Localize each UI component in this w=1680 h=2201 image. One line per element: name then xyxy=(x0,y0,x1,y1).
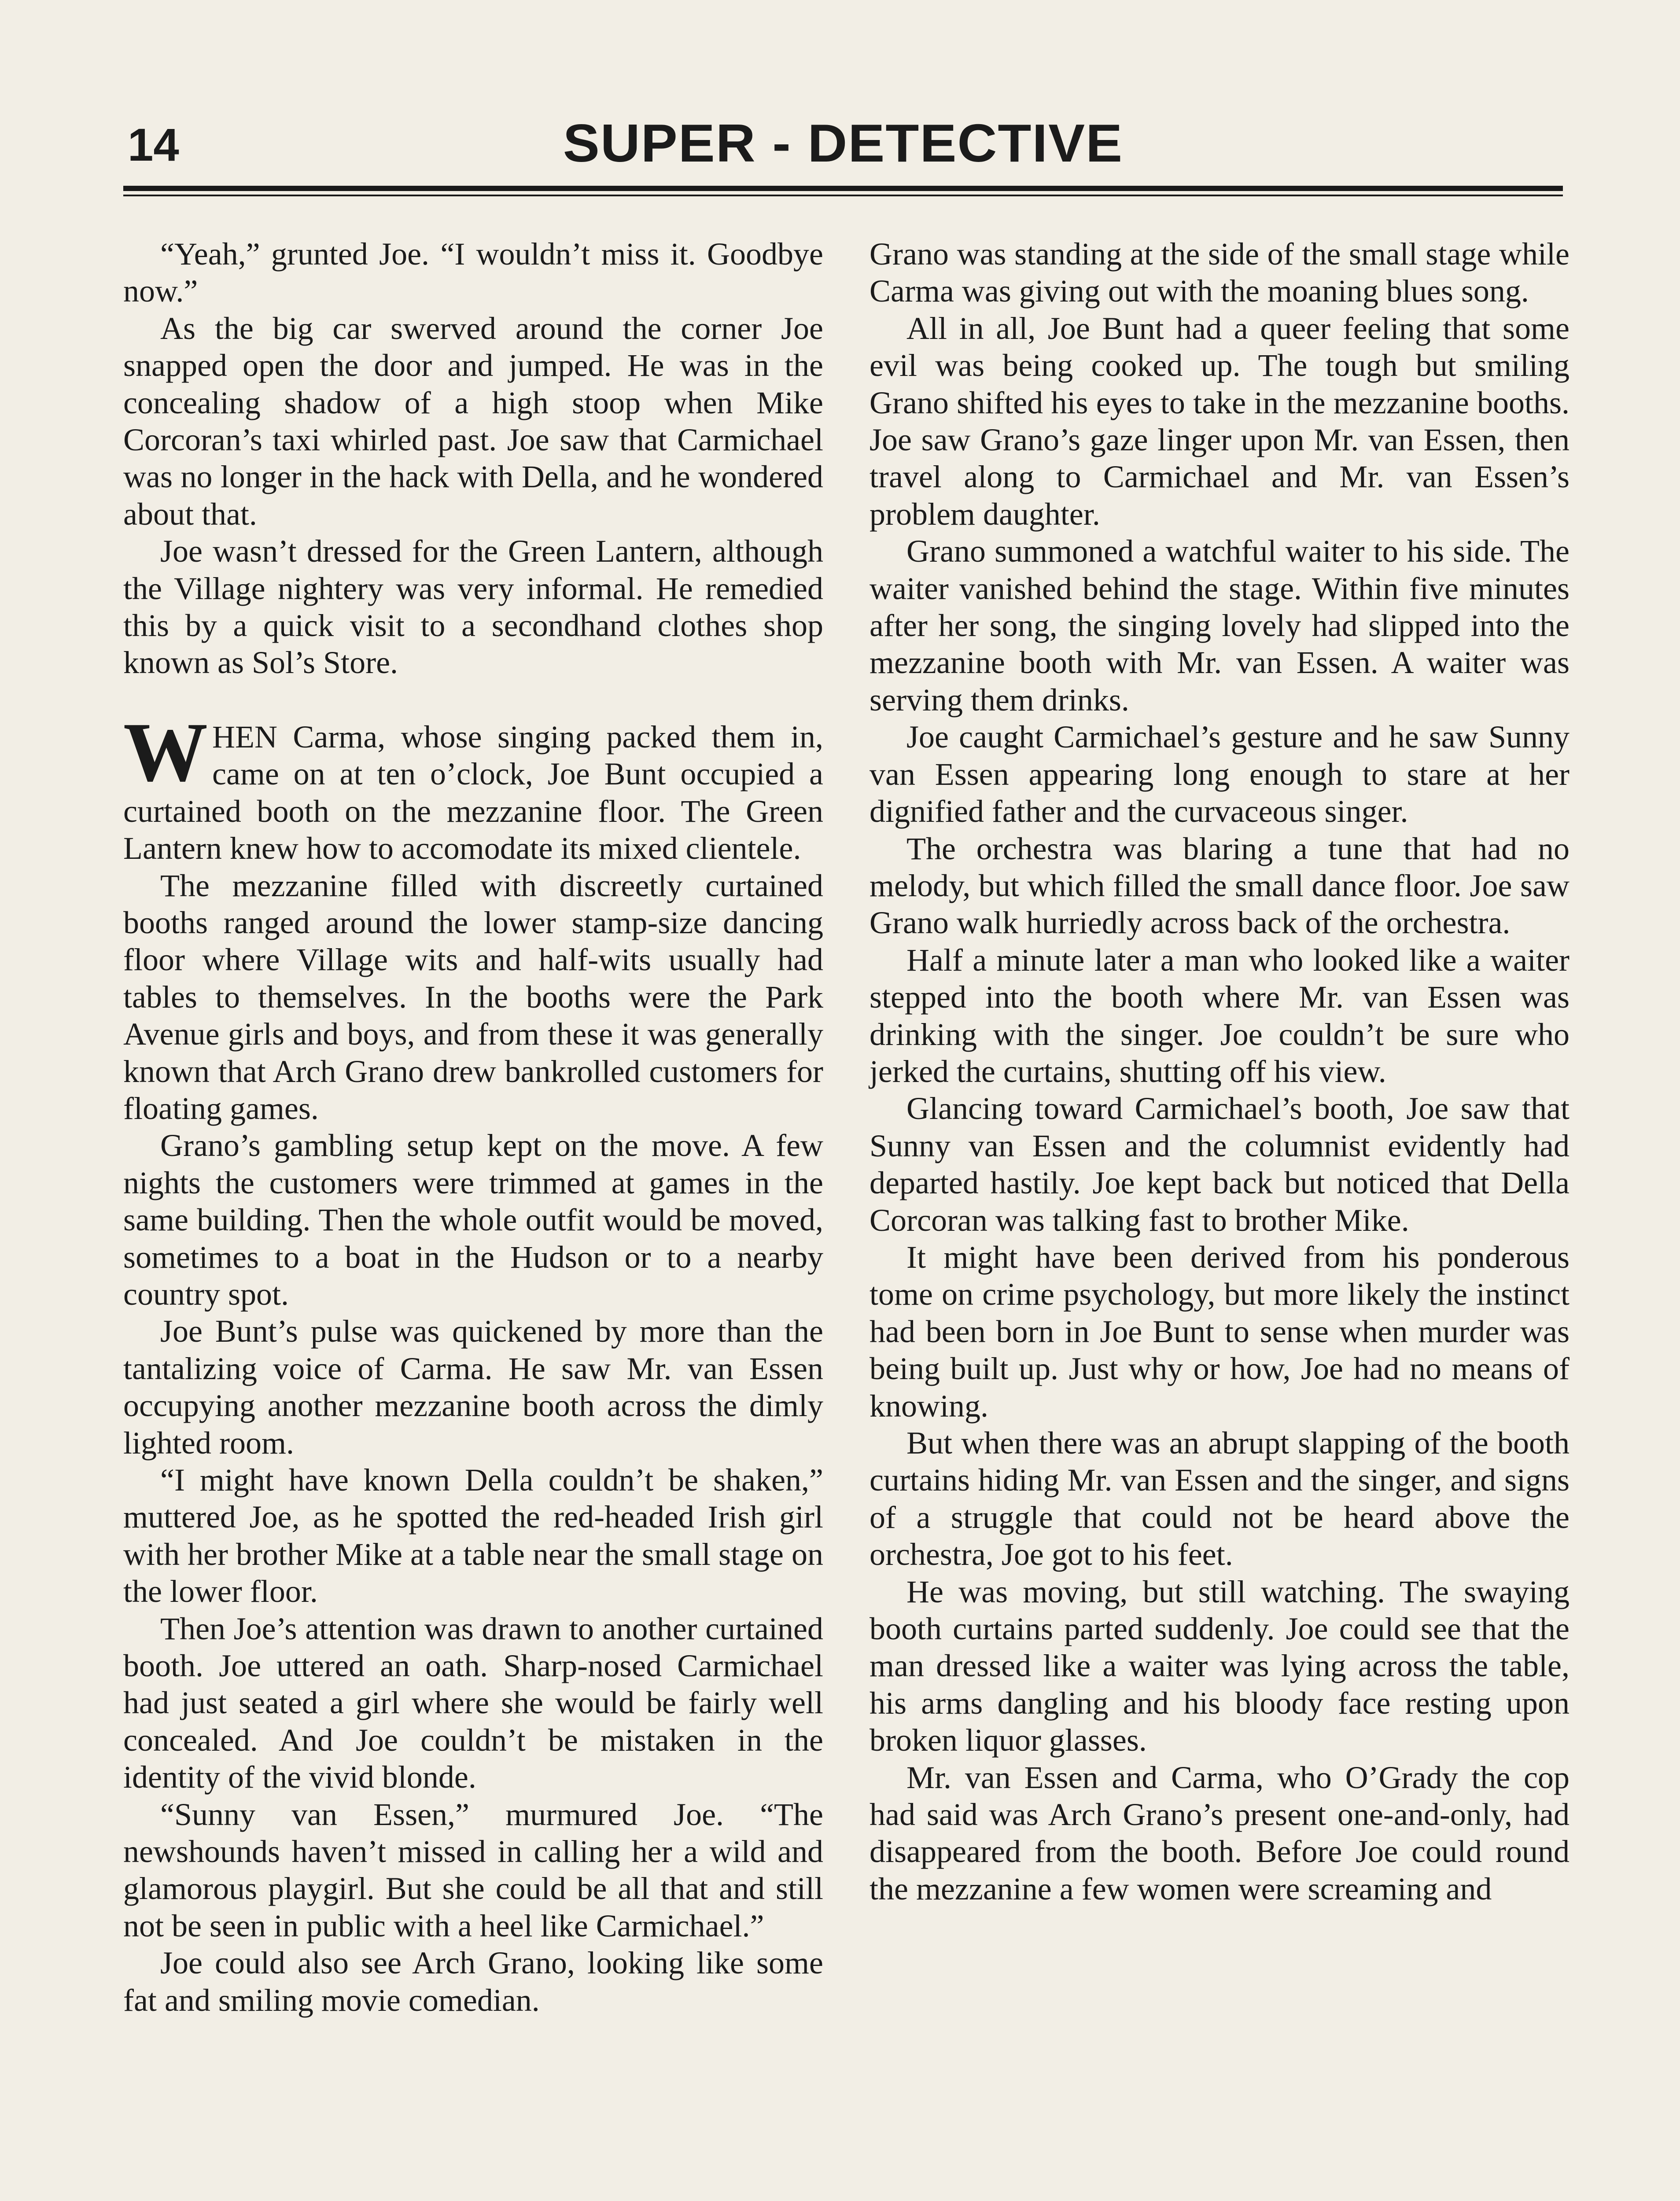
paragraph: Half a minute later a man who looked like a waiter stepped into the booth where Mr. van Essen was drinking with the singer. Joe couldn’t be sure who jerked the curtains, shutting off his view. xyxy=(869,942,1569,1089)
paragraph: Joe could also see Arch Grano, looking like some fat and smiling movie comedian. xyxy=(123,1945,823,2018)
magazine-title: SUPER - DETECTIVE xyxy=(563,113,1124,173)
section-start-text: HEN Carma, whose singing packed them in, came on at ten o’clock, Joe Bunt occupied a curtained booth on the mezzanine floor. The Green Lantern knew how to accomodate its mixed clientele. xyxy=(123,719,823,866)
paragraph: Grano’s gambling setup kept on the move. A few nights the customers were trimmed at games in the same building. Then the whole outfit would be moved, sometimes to a boat in the Hudson or to a nearby country spot. xyxy=(123,1128,823,1312)
paragraph: Glancing toward Carmichael’s booth, Joe saw that Sunny van Essen and the columnist evidently had departed hastily. Joe kept back but noticed that Della Corcoran was talking fast to brother Mike. xyxy=(869,1091,1569,1238)
paragraph: The mezzanine filled with discreetly curtained booths ranged around the lower stamp-size dancing floor where Village wits and half-wits usually had tables to themselves. In the booths were the Park Avenue girls and boys, and from these it was generally known that Arch Grano drew bankrolled customers for floating games. xyxy=(123,868,823,1126)
paragraph: “I might have known Della couldn’t be shaken,” muttered Joe, as he spotted the red-headed Irish girl with her brother Mike at a table near the small stage on the lower floor. xyxy=(123,1462,823,1609)
paragraph: It might have been derived from his ponderous tome on crime psychology, but more likely the instinct had been born in Joe Bunt to sense when murder was being built up. Just why or how, Joe had no means of knowing. xyxy=(869,1239,1569,1424)
paragraph: As the big car swerved around the corner Joe snapped open the door and jumped. He was in the concealing shadow of a high stoop when Mike Corcoran’s taxi whirled past. Joe saw that Carmichael was no longer in the hack with Della, and he wondered about that. xyxy=(123,310,823,532)
paragraph: Mr. van Essen and Carma, who O’Grady the cop had said was Arch Grano’s present one-and-only, had disappeared from the booth. Before Joe could round the mezzanine a few women were screaming and xyxy=(869,1759,1569,1907)
paragraph: Grano summoned a watchful waiter to his side. The waiter vanished behind the stage. Within five minutes after her song, the singing lovely had slipped into the mezzanine booth with Mr. van Essen. A waiter was serving them drinks. xyxy=(869,534,1569,718)
right-text-column xyxy=(869,236,1569,1907)
paragraph: All in all, Joe Bunt had a queer feeling that some evil was being cooked up. The tough but smiling Grano shifted his eyes to take in the mezzanine booths. Joe saw Grano’s gaze linger upon Mr. van Essen, then travel along to Carmichael and Mr. van Essen’s problem daughter. xyxy=(869,310,1569,532)
paragraph: Grano was standing at the side of the small stage while Carma was giving out with the moaning blues song. xyxy=(869,236,1569,309)
paragraph: But when there was an abrupt slapping of the booth curtains hiding Mr. van Essen and the singer, and signs of a struggle that could not be heard above the orchestra, Joe got to his feet. xyxy=(869,1425,1569,1572)
header-rule-thin xyxy=(123,195,1563,196)
page-number: 14 xyxy=(128,119,179,171)
page-header xyxy=(123,110,1563,194)
paragraph: The orchestra was blaring a tune that had no melody, but which filled the small dance floor. Joe saw Grano walk hurriedly across back of the orchestra. xyxy=(869,831,1569,941)
paragraph: “Sunny van Essen,” murmured Joe. “The newshounds haven’t missed in calling her a wild and glamorous playgirl. But she could be all that and still not be seen in public with a heel like Carmichael.” xyxy=(123,1796,823,1943)
paragraph: Joe Bunt’s pulse was quickened by more than the tantalizing voice of Carma. He saw Mr. van Essen occupying another mezzanine booth across the dimly lighted room. xyxy=(123,1314,823,1461)
paragraph: Joe caught Carmichael’s gesture and he saw Sunny van Essen appearing long enough to stare at her dignified father and the curvaceous singer. xyxy=(869,719,1569,829)
paragraph: Then Joe’s attention was drawn to another curtained booth. Joe uttered an oath. Sharp-nosed Carmichael had just seated a girl where she would be fairly well concealed. And Joe couldn’t be mistaken in the identity of the vivid blonde. xyxy=(123,1611,823,1795)
paragraph: He was moving, but still watching. The swaying booth curtains parted suddenly. Joe could see that the man dressed like a waiter was lying across the table, his arms dangling and his bloody face resting upon broken liquor glasses. xyxy=(869,1574,1569,1758)
paragraph: “Yeah,” grunted Joe. “I wouldn’t miss it. Goodbye now.” xyxy=(123,236,823,309)
drop-cap: W xyxy=(123,705,208,799)
header-rule-thick xyxy=(123,186,1563,191)
section-start-paragraph xyxy=(123,705,823,867)
paragraph: Joe wasn’t dressed for the Green Lantern, although the Village nightery was very informal. He remedied this by a quick visit to a secondhand clothes shop known as Sol’s Store. xyxy=(123,534,823,681)
left-text-column xyxy=(123,236,823,2019)
